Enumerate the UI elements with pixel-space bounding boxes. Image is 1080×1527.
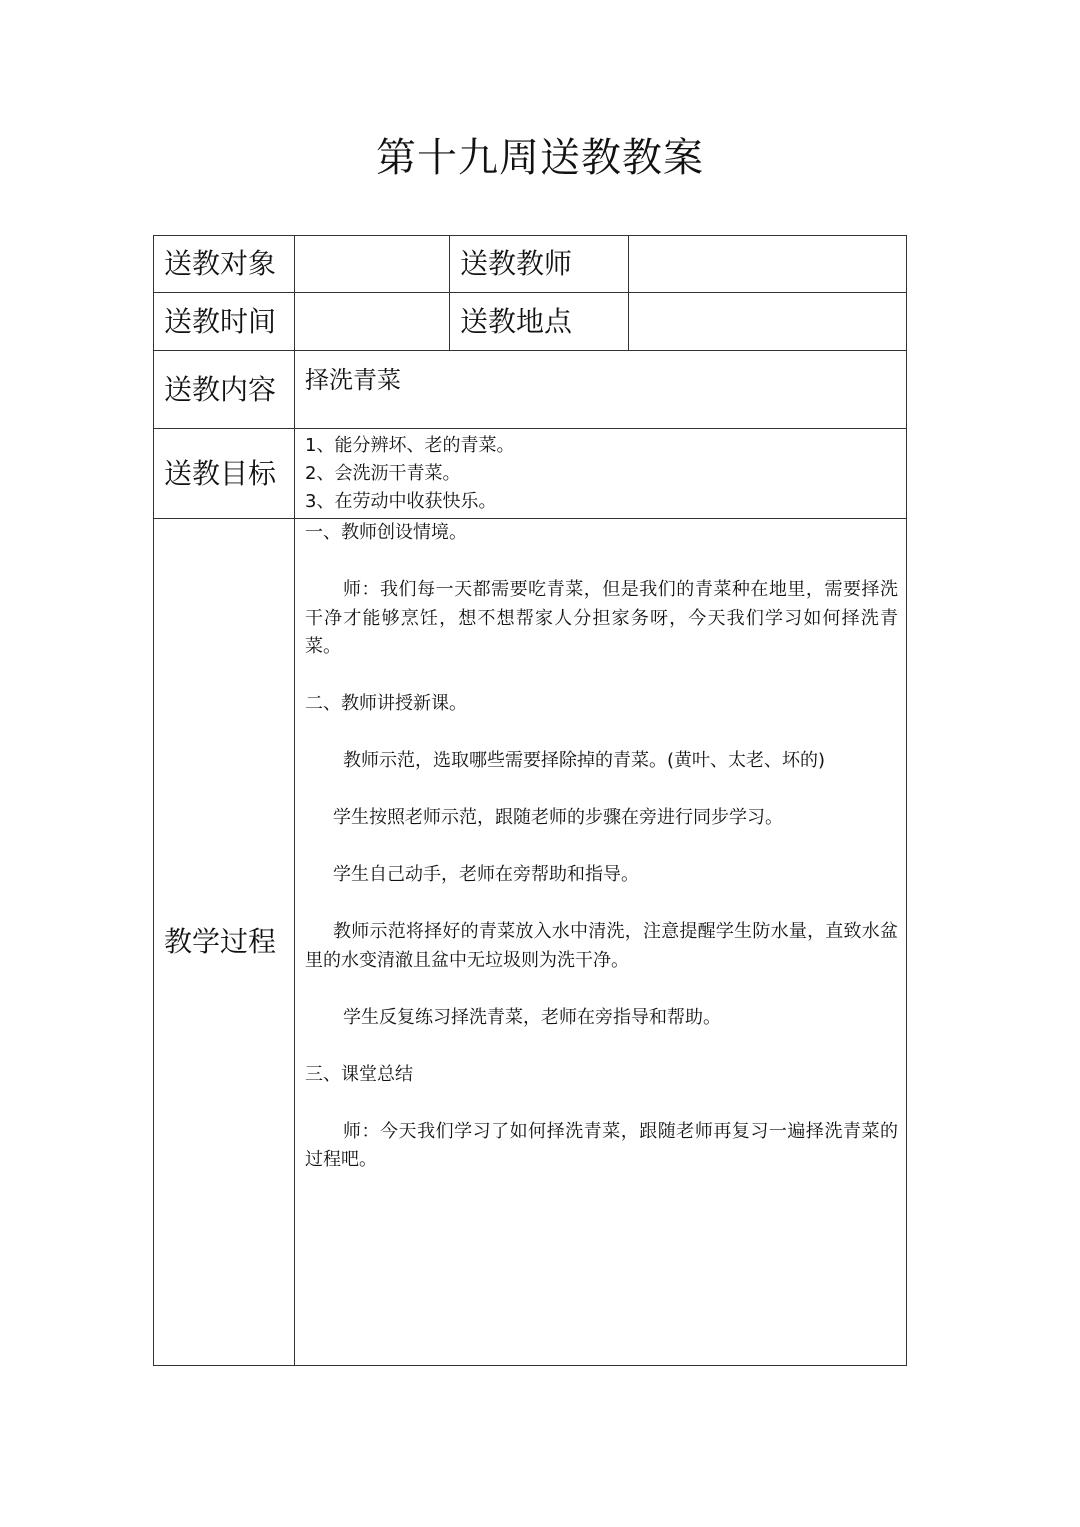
teacher-label: 送教教师 xyxy=(450,236,629,293)
teacher-value xyxy=(629,236,907,293)
content-label: 送教内容 xyxy=(154,351,295,429)
section-heading: 一、教师创设情境。 xyxy=(305,522,467,543)
target-label: 送教对象 xyxy=(154,236,295,293)
goal-item: 3、在劳动中收获快乐。 xyxy=(305,490,497,512)
target-value xyxy=(295,236,450,293)
goal-item: 2、会洗沥干青菜。 xyxy=(305,462,461,484)
content-value: 择洗青菜 xyxy=(295,351,907,429)
table-row xyxy=(154,236,907,293)
section-heading: 三、课堂总结 xyxy=(305,1063,413,1085)
paragraph: 教师示范，选取哪些需要择除掉的青菜。(黄叶、太老、坏的) xyxy=(343,750,826,771)
lesson-plan-table xyxy=(153,235,907,1366)
time-label: 送教时间 xyxy=(154,293,295,351)
paragraph: 师：今天我们学习了如何择洗青菜，跟随老师再复习一遍择洗青菜的过程吧。 xyxy=(305,1120,898,1170)
place-label: 送教地点 xyxy=(450,293,629,351)
section-heading: 二、教师讲授新课。 xyxy=(305,693,467,714)
paragraph: 师：我们每一天都需要吃青菜，但是我们的青菜种在地里，需要择洗干净才能够烹饪，想不想帮家人分担家务呀，今天我们学习如何择洗青菜。 xyxy=(305,579,898,657)
process-label: 教学过程 xyxy=(154,519,295,1366)
time-value xyxy=(295,293,450,351)
document-title: 第十九周送教教案 xyxy=(376,135,704,181)
place-value xyxy=(629,293,907,351)
paragraph: 学生按照老师示范，跟随老师的步骤在旁进行同步学习。 xyxy=(333,807,783,828)
table-row xyxy=(154,293,907,351)
paragraph: 学生反复练习择洗青菜，老师在旁指导和帮助。 xyxy=(343,1006,721,1028)
paragraph: 学生自己动手，老师在旁帮助和指导。 xyxy=(333,864,639,885)
table-row xyxy=(154,429,907,519)
goals-label: 送教目标 xyxy=(154,429,295,519)
goals-list xyxy=(295,429,907,519)
table-row xyxy=(154,519,907,1366)
goal-item: 1、能分辨坏、老的青菜。 xyxy=(305,434,515,456)
process-content xyxy=(295,519,907,1366)
table-row xyxy=(154,351,907,429)
paragraph: 教师示范将择好的青菜放入水中清洗，注意提醒学生防水量，直致水盆里的水变清澈且盆中无垃圾则为洗干净。 xyxy=(305,921,898,971)
